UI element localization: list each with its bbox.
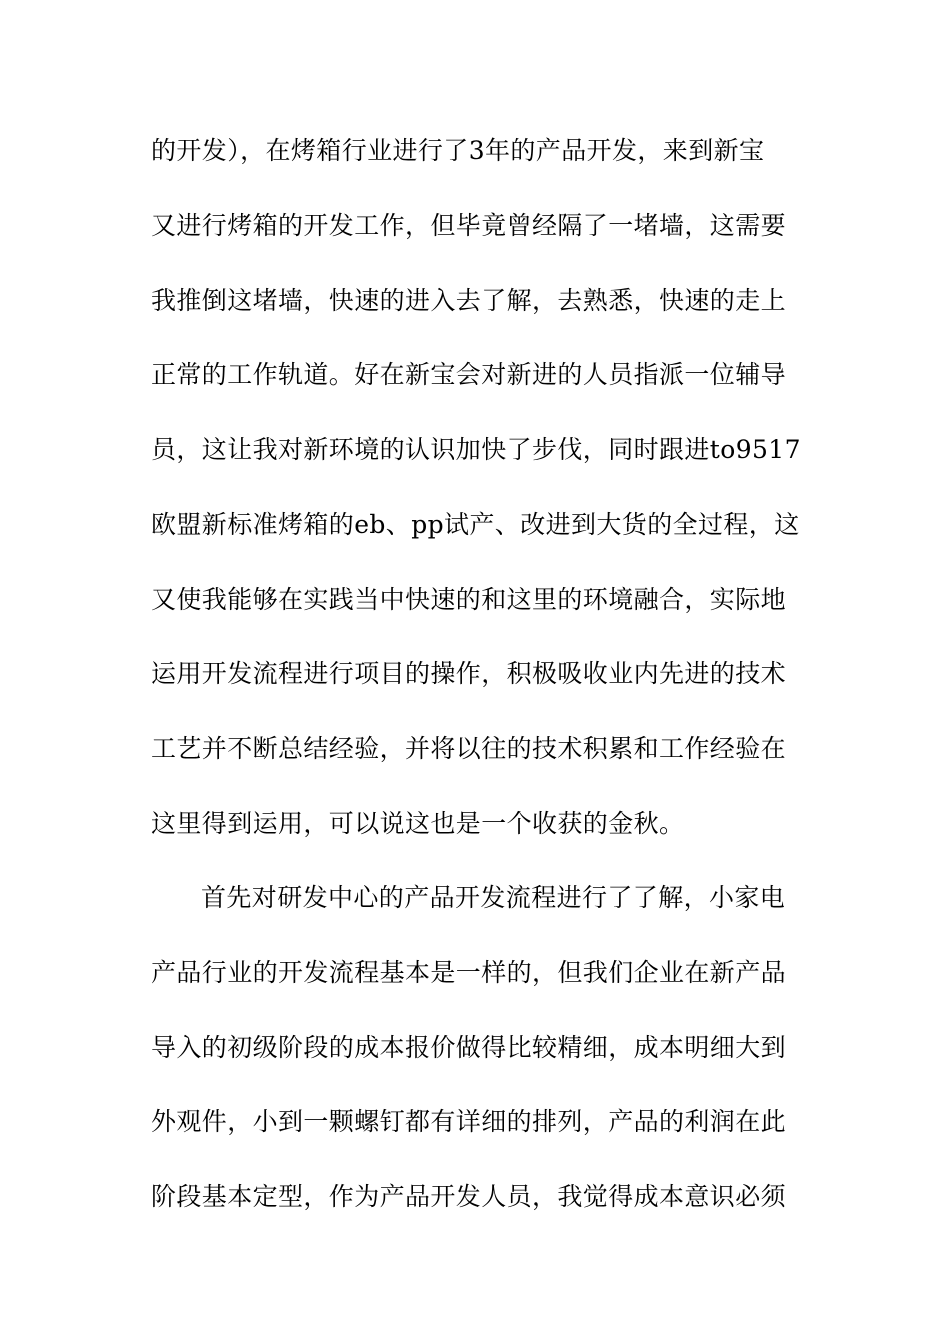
text-line: 又使我能够在实践当中快速的和这里的环境融合，实际地 [151, 585, 787, 614]
paragraph-first-line: 首先对研发中心的产品开发流程进行了了解，小家电 [201, 883, 786, 912]
text-line: 阶段基本定型，作为产品开发人员，我觉得成本意识必须 [151, 1182, 787, 1211]
text-line: 外观件，小到一颗螺钉都有详细的排列，产品的利润在此 [151, 1107, 787, 1136]
text-line: 导入的初级阶段的成本报价做得比较精细，成本明细大到 [151, 1033, 787, 1062]
text-line: 员，这让我对新环境的认识加快了步伐，同时跟进to9517 [151, 435, 801, 464]
text-line: 工艺并不断总结经验，并将以往的技术积累和工作经验在 [151, 734, 787, 763]
text-line: 这里得到运用，可以说这也是一个收获的金秋。 [151, 809, 685, 838]
text-line: 又进行烤箱的开发工作，但毕竟曾经隔了一堵墙，这需要 [151, 211, 787, 240]
text-line: 欧盟新标准烤箱的eb、pp试产、改进到大货的全过程，这 [151, 510, 800, 539]
text-line: 的开发），在烤箱行业进行了3年的产品开发，来到新宝 [151, 136, 765, 165]
text-line: 正常的工作轨道。好在新宝会对新进的人员指派一位辅导 [151, 360, 787, 389]
text-line: 运用开发流程进行项目的操作，积极吸收业内先进的技术 [151, 659, 787, 688]
text-line: 我推倒这堵墙，快速的进入去了解，去熟悉，快速的走上 [151, 286, 787, 315]
text-line: 产品行业的开发流程基本是一样的，但我们企业在新产品 [151, 958, 787, 987]
